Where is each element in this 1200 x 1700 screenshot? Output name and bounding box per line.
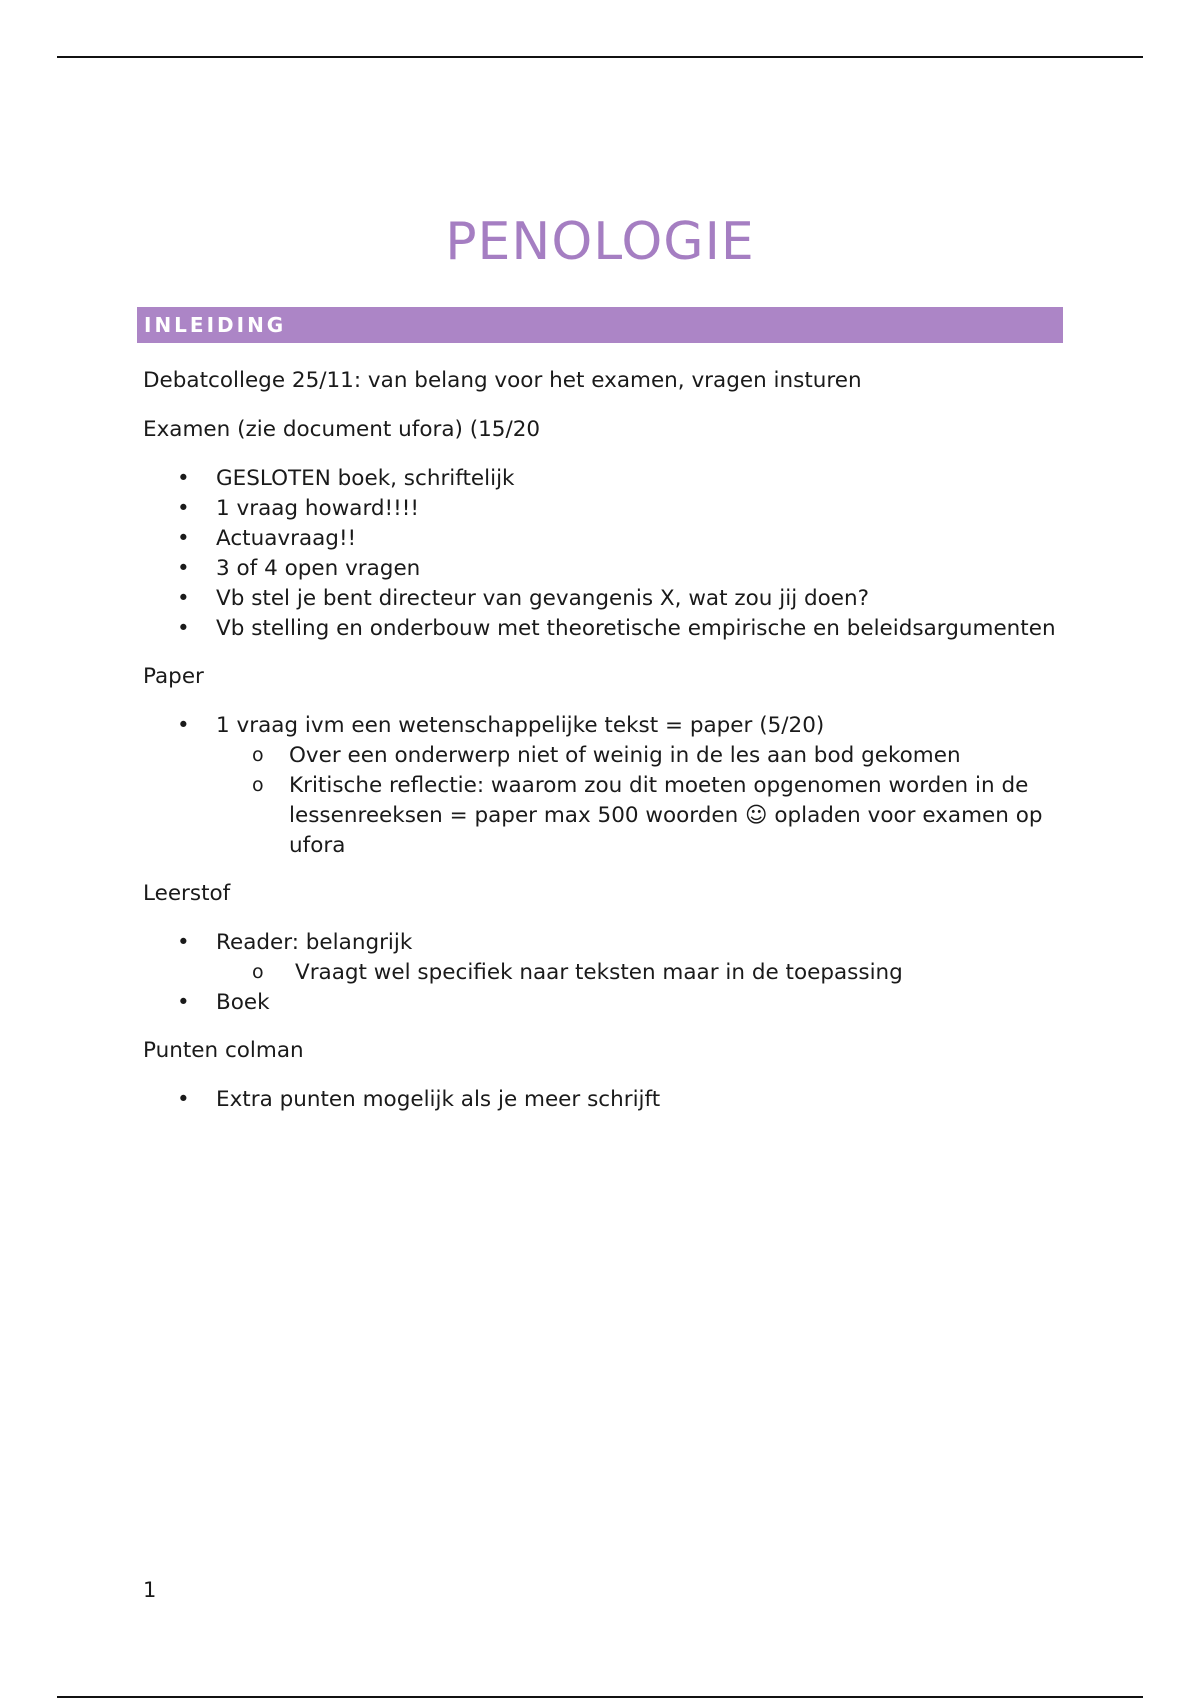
paper-sublist	[216, 741, 1063, 861]
punten-list	[143, 1085, 1063, 1115]
bullet-icon: •	[177, 1087, 190, 1112]
list-item: • Extra punten mogelijk als je meer schrijft	[143, 1085, 1063, 1115]
page-number: 1	[143, 1578, 157, 1602]
list-item: • Vb stelling en onderbouw met theoretische empirische en beleidsargumenten	[143, 614, 1063, 644]
bullet-icon: •	[177, 526, 190, 551]
paper-list	[143, 711, 1063, 861]
debat-paragraph: Debatcollege 25/11: van belang voor het examen, vragen insturen	[143, 368, 862, 393]
document-title: PENOLOGIE	[445, 212, 755, 272]
examen-list	[143, 464, 1063, 644]
punten-heading: Punten colman	[143, 1038, 304, 1063]
leerstof-list	[143, 928, 1063, 1018]
header-rule	[57, 56, 1143, 58]
section-heading: INLEIDING	[144, 313, 287, 337]
leerstof-heading: Leerstof	[143, 881, 231, 906]
examen-heading: Examen (zie document ufora) (15/20	[143, 417, 541, 442]
list-item: • 1 vraag howard!!!!	[143, 494, 1063, 524]
sub-list-item: o Kritische reflectie: waarom zou dit moeten opgenomen worden in de lessenreeksen = paper max 500 woorden ☺ opladen voor examen op ufora	[143, 771, 1063, 861]
bullet-icon: •	[177, 713, 190, 738]
bullet-icon: •	[177, 466, 190, 491]
sub-bullet-icon: o	[252, 961, 264, 983]
bullet-icon: •	[177, 496, 190, 521]
bullet-icon: •	[177, 556, 190, 581]
sub-bullet-icon: o	[252, 744, 264, 766]
leerstof-sublist	[216, 958, 1063, 988]
sub-bullet-icon: o	[252, 774, 264, 796]
list-item: • Actuavraag!!	[143, 524, 1063, 554]
section-heading-band	[137, 307, 1063, 343]
list-item: • Vb stel je bent directeur van gevangenis X, wat zou jij doen?	[143, 584, 1063, 614]
list-item: • 3 of 4 open vragen	[143, 554, 1063, 584]
bullet-icon: •	[177, 586, 190, 611]
document-body	[143, 366, 1063, 1133]
list-item: • Reader: belangrijk o Vraagt wel specifiek naar teksten maar in de toepassing	[143, 928, 1063, 988]
footer-rule	[57, 1696, 1143, 1698]
bullet-icon: •	[177, 930, 190, 955]
list-item: • GESLOTEN boek, schriftelijk	[143, 464, 1063, 494]
list-item: • 1 vraag ivm een wetenschappelijke tekst = paper (5/20) o Over een onderwerp niet of weinig in de les aan bod gekomen o Kritische reflectie: waarom zou dit moeten opgenomen worden in de lessenreeksen = paper max 500 woorden ☺ opladen voor examen op ufora	[143, 711, 1063, 861]
list-item: • Boek	[143, 988, 1063, 1018]
bullet-icon: •	[177, 616, 190, 641]
sub-list-item: o Over een onderwerp niet of weinig in de les aan bod gekomen	[143, 741, 1063, 771]
paper-heading: Paper	[143, 664, 204, 689]
bullet-icon: •	[177, 990, 190, 1015]
sub-list-item: o Vraagt wel specifiek naar teksten maar in de toepassing	[143, 958, 1063, 988]
